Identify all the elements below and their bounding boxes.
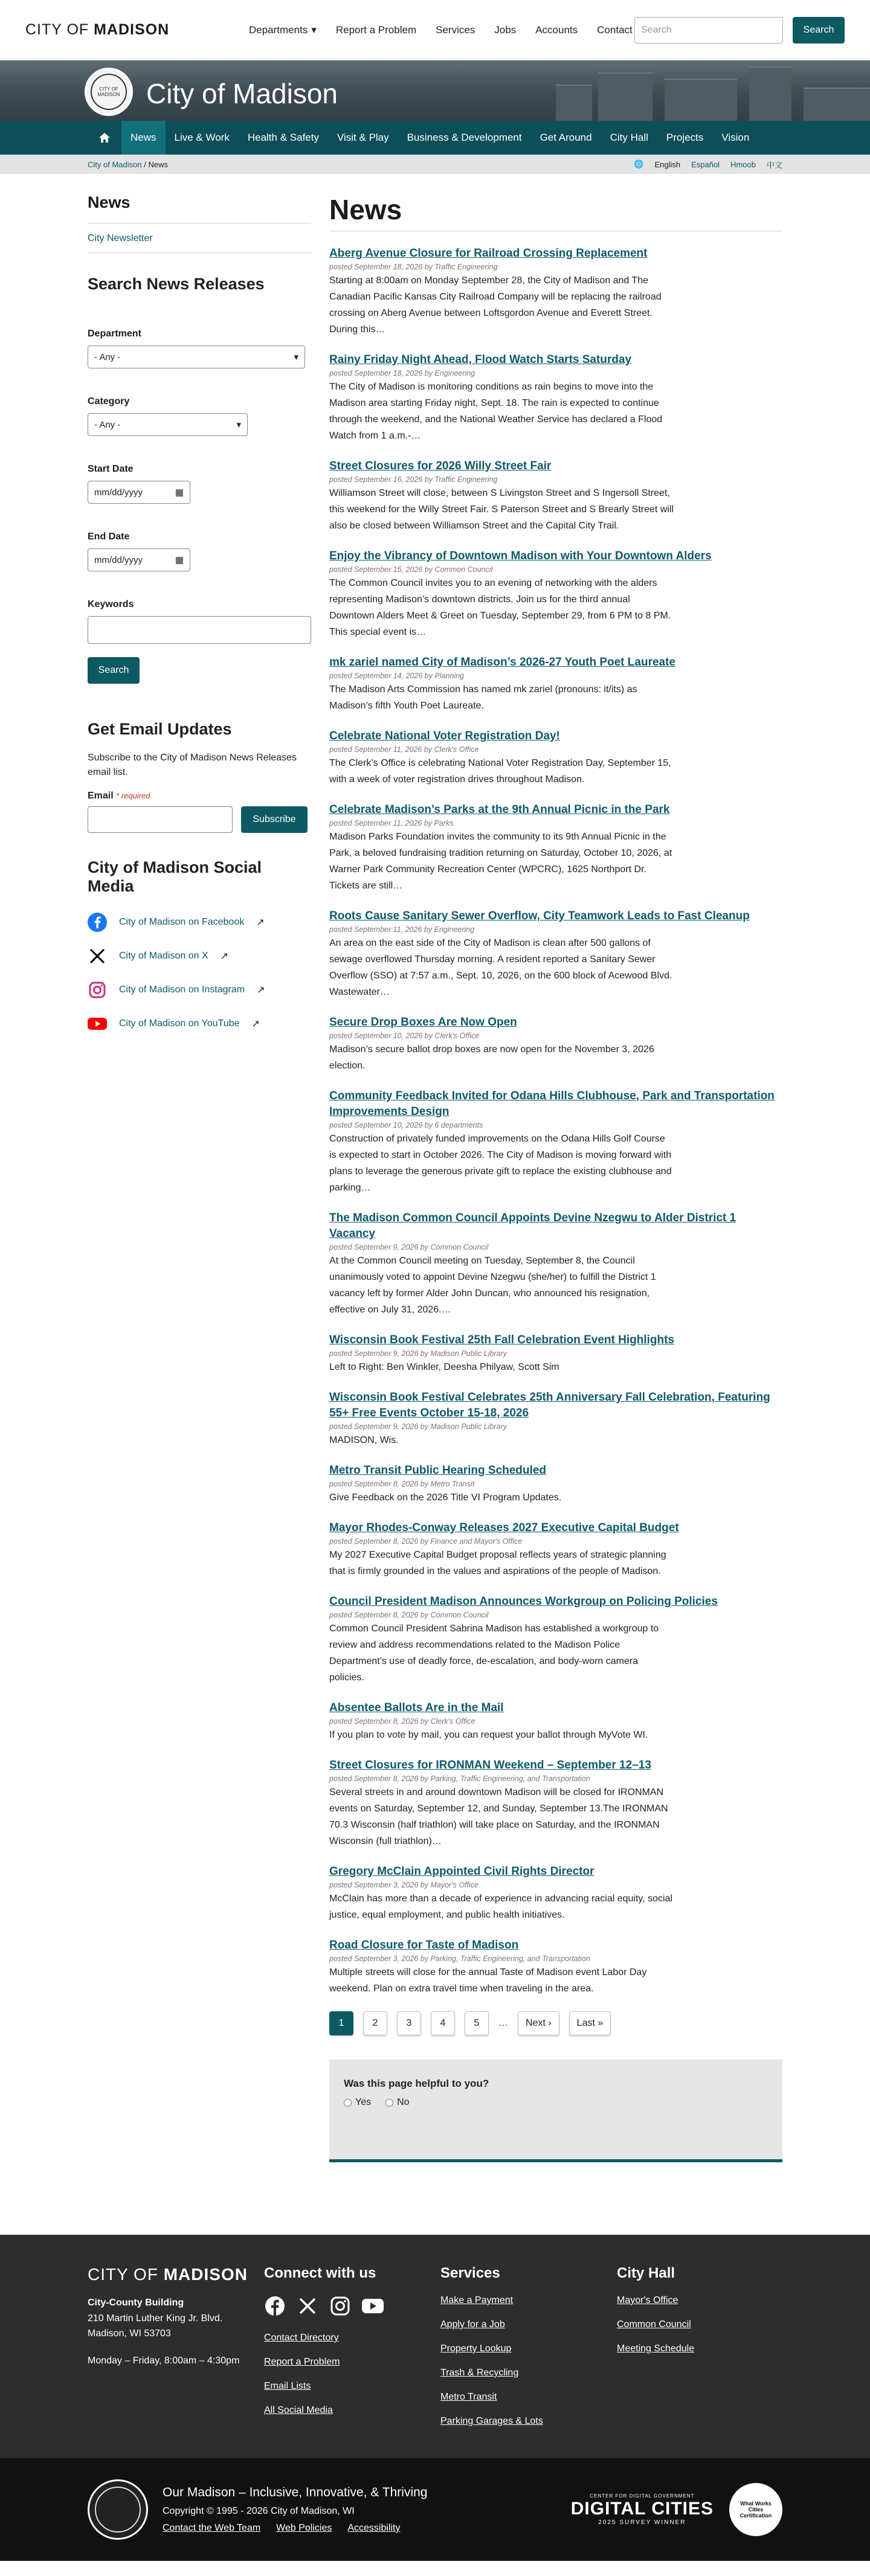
next-page-button[interactable]: Next › bbox=[518, 2011, 559, 2035]
chevron-down-icon: ▾ bbox=[311, 24, 317, 36]
breadcrumb bbox=[88, 160, 168, 169]
footer-connect bbox=[264, 2265, 440, 2434]
news-summary: If you plan to vote by mail, you can request your ballot through MyVote WI. bbox=[329, 1730, 648, 1740]
breadcrumb-home[interactable]: City of Madison bbox=[88, 159, 142, 169]
web-policies-link[interactable]: Web Policies bbox=[276, 2523, 332, 2533]
news-title-link[interactable]: Aberg Avenue Closure for Railroad Crossing Replacement bbox=[329, 247, 648, 260]
lang-hmoob[interactable]: Hmoob bbox=[730, 159, 756, 169]
news-summary: An area on the east side of the City of Madison is clean after 500 gallons of sewage overflowed Thursday morning. A resident reported a Sanitary Sewer Overflow (SSO) at 7:57 a.m., Sept. 10, 2026, on the 600 block of Acewood Blvd. Wastewater… bbox=[329, 938, 672, 997]
skyline-building bbox=[749, 66, 791, 121]
news-summary: At the Common Council meeting on Tuesday, September 8, the Council unanimously voted to appoint Devine Nzegwu (she/her) to fulfill the District 1 vacancy left by former Alder John Duncan, who announced his resignation, effective on July 31, 2026.… bbox=[329, 1256, 656, 1315]
social-media-heading: City of Madison Social Media bbox=[88, 858, 262, 895]
news-title-link[interactable]: Gregory McClain Appointed Civil Rights Director bbox=[329, 1865, 594, 1878]
news-meta: posted September 18, 2026 by Traffic Engineering bbox=[329, 263, 498, 271]
nav-jobs[interactable]: Jobs bbox=[494, 24, 517, 36]
news-summary: Construction of privately funded improvements on the Odana Hills Golf Course is expected to start in October 2026. The City of Madison is moving forward with plans to leverage the generous private gift to replace the existing clubhouse and parking… bbox=[329, 1134, 672, 1193]
news-summary: Common Council President Sabrina Madison has established a workgroup to review and address recommendations related to the Madison Police Department’s use of deadly force, de-escalation, and body-worn camera policies. bbox=[329, 1624, 659, 1683]
footer-link-parking[interactable]: Parking Garages & Lots bbox=[440, 2416, 543, 2426]
page-5-button[interactable]: 5 bbox=[465, 2011, 489, 2035]
news-item bbox=[329, 1015, 782, 1074]
news-title-link[interactable]: Road Closure for Taste of Madison bbox=[329, 1939, 519, 1951]
city-seal bbox=[88, 2479, 148, 2540]
x-icon bbox=[88, 946, 107, 966]
footer-services bbox=[440, 2265, 617, 2434]
news-item bbox=[329, 655, 782, 714]
required-note: * required bbox=[116, 791, 150, 800]
news-item bbox=[329, 548, 782, 640]
news-meta: posted September 10, 2026 by Clerk's Office bbox=[329, 1032, 480, 1040]
news-summary: MADISON, Wis. bbox=[329, 1435, 399, 1445]
hero-banner bbox=[0, 60, 870, 121]
bottom-bar bbox=[0, 2458, 870, 2561]
news-item bbox=[329, 1758, 782, 1849]
news-title-link[interactable]: Metro Transit Public Hearing Scheduled bbox=[329, 1464, 546, 1477]
news-item bbox=[329, 802, 782, 894]
globe-icon: 🌐 bbox=[634, 159, 644, 169]
news-summary: Several streets in and around downtown Madison will be closed for IRONMAN events on Saturday, September 12, and Sunday, September 13.The IRONMAN 70.3 Wisconsin (half triathlon) will take place on Saturday, and the IRONMAN Wisconsin (full triathlon)… bbox=[329, 1787, 668, 1846]
news-meta: posted September 18, 2026 by Engineering bbox=[329, 369, 475, 377]
calendar-icon[interactable]: ▦ bbox=[175, 555, 184, 565]
end-date-label: End Date bbox=[88, 532, 130, 542]
nav-projects[interactable]: Projects bbox=[666, 132, 704, 143]
news-item bbox=[329, 352, 782, 444]
news-title-link[interactable]: Street Closures for IRONMAN Weekend – September 12–13 bbox=[329, 1759, 651, 1771]
utility-nav bbox=[249, 24, 634, 36]
facebook-icon[interactable] bbox=[264, 2295, 286, 2317]
footer-contact bbox=[88, 2265, 264, 2434]
nav-departments[interactable]: Departments ▾ bbox=[249, 24, 317, 36]
page-4-button[interactable]: 4 bbox=[431, 2011, 455, 2035]
news-title-link[interactable]: Celebrate Madison’s Parks at the 9th Annual Picnic in the Park bbox=[329, 803, 670, 816]
home-icon[interactable] bbox=[88, 121, 121, 155]
external-link-icon: ↗ bbox=[257, 985, 265, 995]
main-content bbox=[329, 193, 782, 2235]
main-nav bbox=[0, 121, 870, 155]
sidebar bbox=[88, 193, 311, 2235]
pagination bbox=[329, 2011, 782, 2035]
youtube-icon bbox=[88, 1014, 107, 1033]
news-title-link[interactable]: Street Closures for 2026 Willy Street Fair bbox=[329, 460, 552, 472]
news-meta: posted September 9, 2026 by Common Council bbox=[329, 1243, 489, 1251]
city-newsletter-link[interactable]: City Newsletter bbox=[88, 233, 311, 253]
news-title-link[interactable]: Secure Drop Boxes Are Now Open bbox=[329, 1016, 517, 1029]
news-title-link[interactable]: Enjoy the Vibrancy of Downtown Madison with Your Downtown Alders bbox=[329, 550, 712, 562]
news-summary: The Madison Arts Commission has named mk zariel (pronouns: it/its) as Madison’s fifth Youth Poet Laureate. bbox=[329, 684, 637, 711]
chevron-down-icon: ▾ bbox=[236, 420, 241, 430]
sidebar-news-heading: News bbox=[88, 193, 311, 223]
news-meta: posted September 10, 2026 by 6 departments bbox=[329, 1121, 483, 1129]
news-item bbox=[329, 728, 782, 788]
news-item bbox=[329, 1594, 782, 1686]
copyright: Copyright © 1995 - 2026 City of Madison, WI bbox=[163, 2506, 355, 2516]
youtube-icon[interactable] bbox=[362, 2295, 384, 2317]
news-meta: posted September 3, 2026 by Mayor's Office bbox=[329, 1881, 478, 1889]
contact-web-team-link[interactable]: Contact the Web Team bbox=[163, 2523, 261, 2533]
footer-logo: CITY OF MADISON bbox=[88, 2265, 248, 2284]
news-meta: posted September 16, 2026 by Traffic Engineering bbox=[329, 475, 498, 484]
news-meta: posted September 3, 2026 by Parking, Traffic Engineering, and Transportation bbox=[329, 1954, 590, 1963]
news-summary: Williamson Street will close, between S Livingston Street and S Ingersoll Street, this weekend for the Willy Street Fair. S Paterson Street and S Brearly Street will also be closed between Williamson Street and the Capital City Trail. bbox=[329, 488, 674, 531]
nav-news[interactable]: News bbox=[121, 121, 166, 155]
radio-no[interactable] bbox=[385, 2099, 393, 2107]
news-item bbox=[329, 908, 782, 1000]
external-link-icon: ↗ bbox=[251, 1019, 260, 1029]
footer-link-mayors-office[interactable]: Mayor's Office bbox=[617, 2295, 678, 2305]
services-heading: Services bbox=[440, 2265, 500, 2281]
email-updates-text: Subscribe to the City of Madison News Releases email list. bbox=[88, 753, 297, 777]
footer-link-make-payment[interactable]: Make a Payment bbox=[440, 2295, 514, 2305]
search-news-heading: Search News Releases bbox=[88, 275, 265, 293]
lang-espanol[interactable]: Español bbox=[691, 159, 720, 169]
nav-contact[interactable]: Contact bbox=[597, 24, 633, 36]
news-item bbox=[329, 458, 782, 534]
news-item bbox=[329, 1700, 782, 1743]
what-works-cities-badge: What Works Cities Certification bbox=[729, 2483, 782, 2536]
social-youtube[interactable]: City of Madison on YouTube ↗ bbox=[88, 1014, 311, 1033]
news-title-link[interactable]: Rainy Friday Night Ahead, Flood Watch Starts Saturday bbox=[329, 353, 632, 366]
news-summary: The Common Council invites you to an evening of networking with the alders representing Madison’s downtown districts. Join us for the third annual Downtown Alders Meet & Greet on Tuesday, September 29, from 6 PM to 8 PM. This special event is… bbox=[329, 578, 671, 637]
tagline: Our Madison – Inclusive, Innovative, & Thriving bbox=[163, 2485, 428, 2499]
news-title-link[interactable]: Absentee Ballots Are in the Mail bbox=[329, 1701, 504, 1714]
breadcrumb-bar bbox=[0, 155, 870, 174]
start-date-label: Start Date bbox=[88, 464, 134, 474]
breadcrumb-separator: / bbox=[144, 159, 146, 169]
nav-city-hall[interactable]: City Hall bbox=[610, 132, 648, 143]
news-title-link[interactable]: Celebrate National Voter Registration Day! bbox=[329, 730, 560, 742]
nav-accounts[interactable]: Accounts bbox=[535, 24, 578, 36]
footer-city-hall bbox=[617, 2265, 768, 2434]
news-meta: posted September 11, 2026 by Engineering bbox=[329, 925, 475, 934]
news-item bbox=[329, 1332, 782, 1375]
footer bbox=[0, 2235, 870, 2458]
news-item bbox=[329, 1864, 782, 1923]
footer-link-property-lookup[interactable]: Property Lookup bbox=[440, 2343, 512, 2354]
nav-get-around[interactable]: Get Around bbox=[540, 132, 592, 143]
news-title-link[interactable]: Community Feedback Invited for Odana Hills Clubhouse, Park and Transportation Improvements Design bbox=[329, 1090, 775, 1118]
connect-heading: Connect with us bbox=[264, 2265, 376, 2281]
email-label: Email * required bbox=[88, 791, 150, 801]
feedback-question: Was this page helpful to you? bbox=[344, 2078, 489, 2089]
page-title: News bbox=[329, 193, 782, 231]
news-summary: McClain has more than a decade of experience in advancing racial equity, social justice, equal employment, and public health initiatives. bbox=[329, 1893, 673, 1920]
lang-chinese[interactable]: 中文 bbox=[766, 160, 782, 170]
chevron-down-icon: ▾ bbox=[294, 352, 298, 362]
news-meta: posted September 11, 2026 by Parks bbox=[329, 819, 454, 827]
lang-english[interactable]: English bbox=[654, 159, 681, 169]
radio-yes[interactable] bbox=[344, 2099, 352, 2107]
pager-ellipsis: … bbox=[498, 2018, 508, 2028]
email-field[interactable] bbox=[88, 806, 233, 833]
news-meta: posted September 8, 2026 by Clerk's Office bbox=[329, 1717, 475, 1726]
news-title-link[interactable]: Wisconsin Book Festival 25th Fall Celebration Event Highlights bbox=[329, 1334, 674, 1346]
skyline-building bbox=[556, 85, 592, 121]
office-hours: Monday – Friday, 8:00am – 4:30pm bbox=[88, 2356, 240, 2366]
department-label: Department bbox=[88, 329, 141, 339]
news-summary: My 2027 Executive Capital Budget proposal reflects years of strategic planning that is firmly grounded in the values and aspirations of the people of Madison. bbox=[329, 1550, 666, 1576]
news-title-link[interactable]: Council President Madison Announces Workgroup on Policing Policies bbox=[329, 1595, 718, 1608]
news-title-link[interactable]: mk zariel named City of Madison’s 2026-27 Youth Poet Laureate bbox=[329, 656, 675, 669]
breadcrumb-current: News bbox=[148, 159, 168, 169]
top-bar bbox=[0, 0, 870, 60]
footer-link-email-lists[interactable]: Email Lists bbox=[264, 2381, 311, 2391]
email-updates-heading: Get Email Updates bbox=[88, 720, 232, 738]
site-logo[interactable]: CITY OF MADISON bbox=[25, 21, 170, 38]
feedback-no[interactable]: No bbox=[385, 2097, 409, 2108]
instagram-icon[interactable] bbox=[329, 2295, 351, 2317]
news-summary: Multiple streets will close for the annual Taste of Madison event Labor Day weekend. Plan on extra travel time when traveling in the area. bbox=[329, 1967, 647, 1994]
news-meta: posted September 8, 2026 by Metro Transit bbox=[329, 1480, 475, 1488]
skyline-building bbox=[804, 88, 870, 121]
page-2-button[interactable]: 2 bbox=[363, 2011, 387, 2035]
last-page-button[interactable]: Last » bbox=[569, 2011, 611, 2035]
news-meta: posted September 8, 2026 by Parking, Traffic Engineering, and Transportation bbox=[329, 1775, 590, 1783]
news-list bbox=[329, 246, 782, 1997]
search-button[interactable]: Search bbox=[793, 17, 845, 43]
footer-link-report-problem[interactable]: Report a Problem bbox=[264, 2357, 340, 2367]
skyline-building bbox=[665, 79, 737, 121]
language-switcher bbox=[634, 159, 782, 170]
calendar-icon[interactable]: ▦ bbox=[175, 487, 184, 498]
news-item bbox=[329, 1390, 782, 1448]
news-meta: posted September 11, 2026 by Clerk's Office bbox=[329, 745, 479, 754]
category-label: Category bbox=[88, 396, 130, 406]
feedback-box bbox=[329, 2060, 782, 2162]
news-summary: Starting at 8:00am on Monday September 28, the City of Madison and The Canadian Pacific Kansas City Railroad Company will be replacing the railroad crossing on Aberg Avenue between Loftsgordon Avenue and Everett Street. During this… bbox=[329, 275, 662, 335]
hero-title: City of Madison bbox=[146, 78, 338, 109]
search-input[interactable]: Search bbox=[634, 17, 783, 43]
page-3-button[interactable]: 3 bbox=[397, 2011, 421, 2035]
news-meta: posted September 14, 2026 by Planning bbox=[329, 672, 465, 680]
sidebar-search-button[interactable]: Search bbox=[88, 657, 140, 684]
external-link-icon: ↗ bbox=[256, 917, 265, 928]
social-instagram[interactable]: City of Madison on Instagram ↗ bbox=[88, 980, 311, 1000]
external-link-icon: ↗ bbox=[220, 951, 229, 962]
subscribe-button[interactable]: Subscribe bbox=[241, 806, 308, 833]
facebook-icon bbox=[88, 913, 107, 932]
city-seal: CITY OF MADISON bbox=[85, 68, 133, 116]
news-meta: posted September 8, 2026 by Finance and Mayor's Office bbox=[329, 1537, 523, 1546]
news-summary: The Clerk’s Office is celebrating National Voter Registration Day, September 15, with a week of voter registration drives throughout Madison. bbox=[329, 758, 671, 785]
news-meta: posted September 9, 2026 by Madison Public Library bbox=[329, 1422, 507, 1431]
awards bbox=[571, 2483, 782, 2536]
nav-health-safety[interactable]: Health & Safety bbox=[247, 132, 319, 143]
news-summary: Give Feedback on the 2026 Title VI Program Updates. bbox=[329, 1492, 562, 1503]
news-title-link[interactable]: Wisconsin Book Festival Celebrates 25th Anniversary Fall Celebration, Featuring 55+ Free Events October 15-18, 2026 bbox=[329, 1391, 770, 1419]
news-item bbox=[329, 1463, 782, 1506]
news-item bbox=[329, 1088, 782, 1196]
news-item bbox=[329, 1520, 782, 1579]
news-summary: Madison’s secure ballot drop boxes are now open for the November 3, 2026 election. bbox=[329, 1044, 654, 1071]
x-icon[interactable] bbox=[297, 2295, 318, 2317]
keywords-input[interactable] bbox=[88, 616, 311, 644]
footer-link-contact-directory[interactable]: Contact Directory bbox=[264, 2333, 339, 2343]
accessibility-link[interactable]: Accessibility bbox=[347, 2523, 401, 2533]
skyline-building bbox=[598, 72, 652, 121]
news-meta: posted September 9, 2026 by Madison Public Library bbox=[329, 1349, 507, 1358]
feedback-yes[interactable]: Yes bbox=[344, 2097, 371, 2108]
news-item bbox=[329, 1938, 782, 1997]
news-meta: posted September 8, 2026 by Common Council bbox=[329, 1611, 489, 1619]
news-meta: posted September 15, 2026 by Common Council bbox=[329, 565, 493, 574]
city-hall-heading: City Hall bbox=[617, 2265, 675, 2281]
nav-report-problem[interactable]: Report a Problem bbox=[335, 24, 417, 36]
nav-services[interactable]: Services bbox=[436, 24, 475, 36]
nav-live-work[interactable]: Live & Work bbox=[174, 132, 230, 143]
digital-cities-award: CENTER FOR DIGITAL GOVERNMENT DIGITAL CITIES 2025 SURVEY WINNER bbox=[570, 2493, 714, 2526]
footer-link-trash-recycling[interactable]: Trash & Recycling bbox=[440, 2368, 519, 2378]
keywords-label: Keywords bbox=[88, 599, 134, 609]
social-x[interactable]: City of Madison on X ↗ bbox=[88, 946, 311, 966]
building-name: City-County Building bbox=[88, 2298, 184, 2308]
social-facebook[interactable]: City of Madison on Facebook ↗ bbox=[88, 913, 311, 932]
news-item bbox=[329, 246, 782, 338]
news-title-link[interactable]: The Madison Common Council Appoints Devine Nzegwu to Alder District 1 Vacancy bbox=[329, 1212, 736, 1240]
instagram-icon bbox=[88, 980, 107, 1000]
news-title-link[interactable]: Mayor Rhodes-Conway Releases 2027 Executive Capital Budget bbox=[329, 1521, 679, 1534]
category-select[interactable]: - Any - ▾ bbox=[88, 413, 248, 436]
news-summary: Left to Right: Ben Winkler, Deesha Philyaw, Scott Sim bbox=[329, 1362, 559, 1372]
news-summary: Madison Parks Foundation invites the community to its 9th Annual Picnic in the Park, a beloved fundraising tradition returning on Saturday, October 10, 2026, at Warner Park Community Recreation Center (WPCRC), 1625 Northport Dr. Tickets are still… bbox=[329, 832, 672, 891]
address-line-2: Madison, WI 53703 bbox=[88, 2328, 171, 2339]
footer-link-meeting-schedule[interactable]: Meeting Schedule bbox=[617, 2343, 695, 2354]
news-title-link[interactable]: Roots Cause Sanitary Sewer Overflow, City Teamwork Leads to Fast Cleanup bbox=[329, 910, 750, 922]
news-item bbox=[329, 1210, 782, 1318]
footer-link-common-council[interactable]: Common Council bbox=[617, 2319, 691, 2330]
footer-link-metro-transit[interactable]: Metro Transit bbox=[440, 2392, 497, 2402]
footer-link-apply-job[interactable]: Apply for a Job bbox=[440, 2319, 505, 2330]
nav-business-development[interactable]: Business & Development bbox=[407, 132, 522, 143]
nav-vision[interactable]: Vision bbox=[721, 132, 750, 143]
start-date-input[interactable]: mm/dd/yyyy ▦ bbox=[88, 481, 190, 504]
department-select[interactable]: - Any - ▾ bbox=[88, 345, 305, 368]
address-line-1: 210 Martin Luther King Jr. Blvd. bbox=[88, 2313, 223, 2324]
nav-visit-play[interactable]: Visit & Play bbox=[337, 132, 389, 143]
news-summary: The City of Madison is monitoring conditions as rain begins to move into the Madison area starting Friday night, Sept. 18. The rain is expected to continue through the weekend, and the National Weather Service has declared a Flood Watch from 1 a.m.-… bbox=[329, 382, 663, 441]
page-1-button[interactable]: 1 bbox=[329, 2011, 353, 2035]
footer-link-all-social[interactable]: All Social Media bbox=[264, 2405, 333, 2415]
end-date-input[interactable]: mm/dd/yyyy ▦ bbox=[88, 548, 190, 571]
